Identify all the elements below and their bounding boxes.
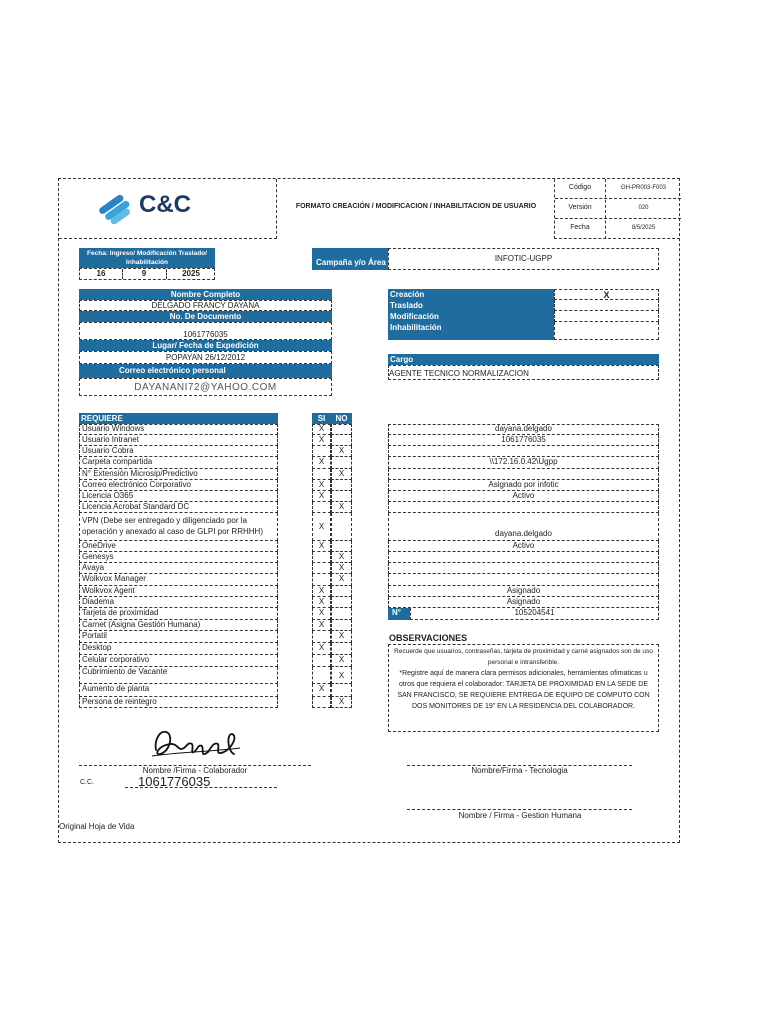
logo-mark-icon bbox=[93, 187, 137, 227]
requiere-row-si bbox=[312, 655, 331, 667]
lugar-value: POPAYAN 26/12/2012 bbox=[79, 351, 332, 364]
requiere-row-no bbox=[331, 586, 352, 597]
requiere-row-label: Desktop bbox=[79, 643, 278, 655]
fecha-day: 16 bbox=[96, 269, 106, 278]
requiere-row-label: Usuario Intranet bbox=[79, 435, 278, 446]
requiere-row-no: X bbox=[331, 631, 352, 643]
fecha-label: Fecha bbox=[570, 224, 590, 231]
requiere-row-label: Aumento de planta bbox=[79, 684, 278, 697]
requiere-row-no: X bbox=[331, 667, 352, 684]
table-top-border bbox=[79, 424, 278, 425]
colaborador-label: Nombre /Firma - Colaborador bbox=[142, 766, 248, 775]
modificacion-mark bbox=[554, 311, 659, 322]
requiere-row-detail bbox=[388, 469, 659, 480]
requiere-row-no: X bbox=[331, 655, 352, 667]
requiere-row-detail: Activo bbox=[388, 491, 659, 502]
header-meta-grid bbox=[554, 179, 680, 239]
fecha-month: 9 bbox=[141, 269, 147, 278]
correo-label-text: Correo electrónico personal bbox=[119, 366, 226, 375]
requiere-row-detail bbox=[388, 502, 659, 513]
requiere-row-label: Persona de reintegro bbox=[79, 697, 278, 708]
requiere-row-label: OneDrive bbox=[79, 541, 278, 552]
requiere-row-si bbox=[312, 469, 331, 480]
requiere-row-si: X bbox=[312, 620, 331, 631]
cargo-value: AGENTE TECNICO NORMALIZACION bbox=[388, 365, 659, 380]
requiere-row-label: Licencia O365 bbox=[79, 491, 278, 502]
requiere-row-label: Usuario Cobra bbox=[79, 446, 278, 457]
requiere-row-label: Tarjeta de proximidad bbox=[79, 608, 278, 620]
requiere-row-no: X bbox=[331, 563, 352, 574]
nombre-value: DELGADO FRANCY DAYANA bbox=[79, 300, 332, 311]
requiere-row-label: Celular corporativo bbox=[79, 655, 278, 667]
requiere-row-si: X bbox=[312, 643, 331, 655]
inhabilitacion-label: Inhabilitación bbox=[388, 322, 554, 340]
requiere-row-no bbox=[331, 643, 352, 655]
requiere-row-label: Portatil bbox=[79, 631, 278, 643]
observaciones-line2: *Registre aquí de manera clara permisos adicionales, herramientas ofimaticas u otros que requiera el colaborador: TARJETA DE PROXIMIDAD EN LA SEDE DE SAN FRANCISCO, SE REQUIERE ENTREGA DE EQUIPO DE COMPUTO CON DOS MONITORES DE 19" EN LA RESIDENCIA DEL COLABORADOR. bbox=[397, 670, 650, 710]
requiere-row-label: Licencia Acrobat Standard DC bbox=[79, 502, 278, 513]
version-label: Versión bbox=[568, 204, 592, 211]
codigo-label: Código bbox=[568, 184, 592, 191]
requiere-row-no bbox=[331, 597, 352, 608]
requiere-row-label: Usuario Windows bbox=[79, 424, 278, 435]
requiere-row-label: Correo electrónico Corporativo bbox=[79, 480, 278, 491]
creacion-label: Creación bbox=[388, 289, 554, 300]
requiere-row-si: X bbox=[312, 435, 331, 446]
requiere-row-no: X bbox=[331, 552, 352, 563]
requiere-row-si bbox=[312, 574, 331, 586]
requiere-row-detail: dayana.delgado bbox=[388, 513, 659, 541]
requiere-row-no bbox=[331, 684, 352, 697]
requiere-row-si: X bbox=[312, 608, 331, 620]
inhabilitacion-mark bbox=[554, 322, 659, 340]
requiere-row-detail: Activo bbox=[388, 541, 659, 552]
campana-label: Campaña y/o Área bbox=[312, 248, 388, 270]
requiere-row-label: Wolkvox Manager bbox=[79, 574, 278, 586]
requiere-row-no bbox=[331, 491, 352, 502]
requiere-row-label: Avaya bbox=[79, 563, 278, 574]
requiere-row-si: X bbox=[312, 541, 331, 552]
observaciones-line1: Recuerde que usuarios, contraseñas, tarjeta de proximidad y carné asignados son de uso personal e intransferible. bbox=[394, 648, 653, 666]
observaciones-title: OBSERVACIONES bbox=[389, 633, 468, 643]
logo-text: C&C bbox=[139, 191, 191, 218]
tecnologia-label: Nombre/Firma - Tecnologia bbox=[471, 766, 568, 775]
version-value: 020 bbox=[638, 205, 649, 211]
requiere-detail-prefix: N° bbox=[388, 608, 410, 620]
requiere-row-detail bbox=[388, 446, 659, 457]
requiere-row-detail: 1061776035 bbox=[388, 435, 659, 446]
requiere-row-no: X bbox=[331, 469, 352, 480]
requiere-row-label: Wolkvox Agent bbox=[79, 586, 278, 597]
requiere-row-no: X bbox=[331, 574, 352, 586]
cc-label: C.C. bbox=[80, 779, 94, 786]
no-header: NO bbox=[331, 413, 352, 424]
requiere-row-si bbox=[312, 697, 331, 708]
header-logo-box bbox=[59, 179, 277, 239]
fecha-value: 8/5/2025 bbox=[631, 225, 656, 231]
campana-value: INFOTIC-UGPP bbox=[388, 248, 659, 270]
documento-value: 1061776035 bbox=[79, 322, 332, 340]
traslado-mark bbox=[554, 300, 659, 311]
requiere-header: REQUIERE bbox=[79, 413, 278, 424]
fecha-ingreso-header: Fecha: Ingreso/ Modificación Traslado/ Inhabilitación bbox=[79, 248, 215, 268]
requiere-row-si bbox=[312, 502, 331, 513]
requiere-row-detail bbox=[388, 563, 659, 574]
requiere-row-label: Carnet (Asigna Gestión Humana) bbox=[79, 620, 278, 631]
requiere-row-si bbox=[312, 631, 331, 643]
requiere-row-no bbox=[331, 480, 352, 491]
documento-label: No. De Documento bbox=[79, 311, 332, 322]
requiere-row-si: X bbox=[312, 480, 331, 491]
requiere-row-si bbox=[312, 552, 331, 563]
observaciones-box bbox=[388, 644, 659, 732]
fecha-ingreso-values bbox=[79, 268, 215, 280]
form-title: FORMATO CREACIÓN / MODIFICACION / INHABILITACION DE USUARIO bbox=[295, 203, 537, 210]
cc-line bbox=[125, 787, 277, 788]
requiere-row-si: X bbox=[312, 513, 331, 541]
requiere-row-detail bbox=[388, 574, 659, 586]
traslado-label: Traslado bbox=[388, 300, 554, 311]
requiere-row-no bbox=[331, 513, 352, 541]
requiere-row-si: X bbox=[312, 457, 331, 469]
requiere-row-no bbox=[331, 608, 352, 620]
requiere-row-si: X bbox=[312, 684, 331, 697]
requiere-row-label: N° Extensión Microsip/Predictivo bbox=[79, 469, 278, 480]
fecha-year: 2025 bbox=[182, 269, 200, 278]
requiere-row-label: Genesys bbox=[79, 552, 278, 563]
requiere-row-label: VPN (Debe ser entregado y diligenciado por la operación y anexado al caso de GLPI por RRHHH) bbox=[79, 513, 278, 541]
table-top-border bbox=[388, 424, 659, 425]
codigo-value: GH-PR003-F003 bbox=[620, 185, 667, 191]
requiere-row-no bbox=[331, 424, 352, 435]
requiere-row-no bbox=[331, 620, 352, 631]
requiere-row-si: X bbox=[312, 586, 331, 597]
si-header: SI bbox=[312, 413, 331, 424]
requiere-row-detail: 105204541 bbox=[410, 608, 659, 620]
lugar-label: Lugar/ Fecha de Expedición bbox=[79, 340, 332, 351]
signature-image bbox=[148, 722, 244, 762]
footer-note: Original Hoja de Vida bbox=[59, 822, 135, 831]
requiere-row-no: X bbox=[331, 446, 352, 457]
requiere-row-label: Diadema bbox=[79, 597, 278, 608]
correo-value: DAYANANI72@YAHOO.COM bbox=[79, 378, 332, 396]
requiere-row-si bbox=[312, 667, 331, 684]
cc-value: 1061776035 bbox=[138, 774, 211, 789]
requiere-row-si bbox=[312, 446, 331, 457]
requiere-row-no: X bbox=[331, 502, 352, 513]
gestion-humana-label: Nombre / Firma - Gestion Humana bbox=[458, 811, 582, 820]
gestion-humana-line bbox=[407, 809, 632, 810]
modificacion-label: Modificación bbox=[388, 311, 554, 322]
table-top-border bbox=[312, 424, 352, 425]
requiere-row-detail bbox=[388, 552, 659, 563]
requiere-row-si: X bbox=[312, 491, 331, 502]
requiere-row-si: X bbox=[312, 597, 331, 608]
requiere-row-detail: Asignado bbox=[388, 597, 659, 608]
requiere-row-label: Carpeta compartida bbox=[79, 457, 278, 469]
nombre-label: Nombre Completo bbox=[79, 289, 332, 300]
requiere-row-detail: Asignado por infotic bbox=[388, 480, 659, 491]
requiere-row-detail: dayana.delgado bbox=[388, 424, 659, 435]
requiere-row-no: X bbox=[331, 697, 352, 708]
creacion-mark: X bbox=[554, 289, 659, 300]
requiere-row-si: X bbox=[312, 424, 331, 435]
cargo-label: Cargo bbox=[388, 354, 659, 365]
correo-label bbox=[79, 364, 332, 378]
requiere-row-label: Cubrimiento de Vacante bbox=[79, 667, 278, 684]
requiere-row-detail: Asignado bbox=[388, 586, 659, 597]
requiere-row-detail: \\172.16.0.42\Ugpp bbox=[388, 457, 659, 469]
requiere-row-no bbox=[331, 435, 352, 446]
requiere-row-si bbox=[312, 563, 331, 574]
requiere-row-no bbox=[331, 457, 352, 469]
requiere-row-no bbox=[331, 541, 352, 552]
